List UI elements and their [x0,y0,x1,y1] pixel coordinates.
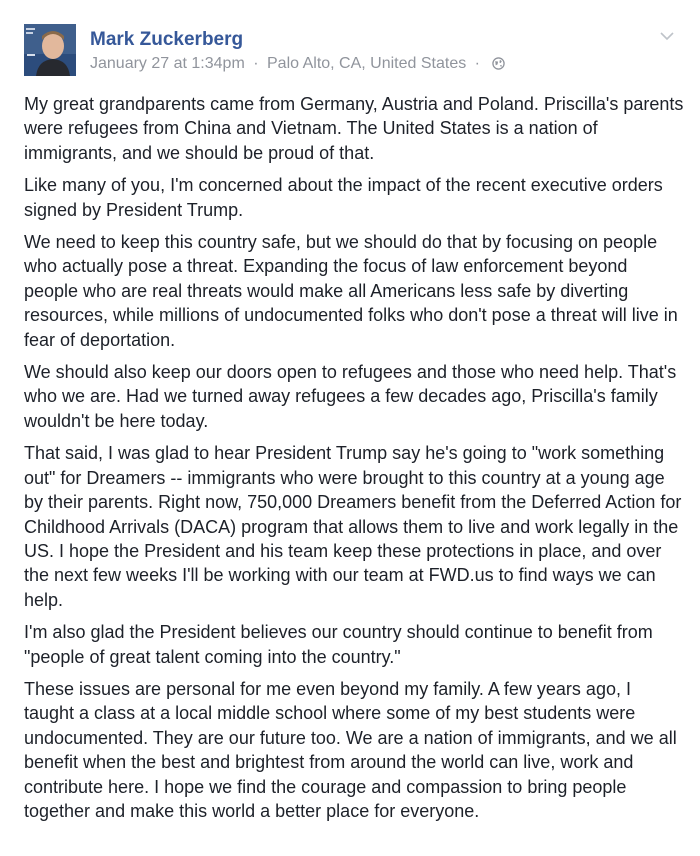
author-name[interactable]: Mark Zuckerberg [90,29,244,50]
post-header [24,24,664,76]
post-meta [90,55,505,75]
meta-separator: · [253,55,259,72]
post-body [24,92,684,831]
chevron-down-icon[interactable] [660,28,674,38]
profile-photo [24,24,76,76]
post-timestamp[interactable]: January 27 at 1:34pm [90,55,245,72]
post-paragraph: We should also keep our doors open to refugees and those who need help. That's who we are. Had we turned away refugees a few decades ago, Priscilla's family wouldn't be here today. [24,362,677,431]
post-paragraph: Like many of you, I'm concerned about the impact of the recent executive orders signed by President Trump. [24,175,663,220]
avatar[interactable] [24,24,76,76]
globe-icon[interactable] [492,57,505,75]
post-paragraph: We need to keep this country safe, but we should do that by focusing on people who actually pose a threat. Expanding the focus of law enforcement beyond people who are real threats would make all Americans less safe by diverting resources, while millions of undocumented folks who don't pose a threat will live in fear of deportation. [24,232,678,350]
post-paragraph: I'm also glad the President believes our country should continue to benefit from "people of great talent coming into the country." [24,622,653,667]
post-paragraph: That said, I was glad to hear President Trump say he's going to "work something out" for Dreamers -- immigrants who were brought to this country at a young age by their parents. Right now, 750,000 Dreamers benefit from the Deferred Action for Childhood Arrivals (DACA) program that allows them to live and work legally in the US. I hope the President and his team keep these protections in place, and over the next few weeks I'll be working with our team at FWD.us to find ways we can help. [24,443,682,610]
post-location[interactable]: Palo Alto, CA, United States [267,55,467,72]
post-paragraph: These issues are personal for me even beyond my family. A few years ago, I taught a class at a local middle school where some of my best students were undocumented. They are our future too. We are a nation of immigrants, and we all benefit when the best and brightest from around the world can live, work and contribute here. I hope we find the courage and compassion to bring people together and make this world a better place for everyone. [24,678,677,821]
meta-separator-2: · [474,55,480,72]
post-paragraph: My great grandparents came from Germany, Austria and Poland. Priscilla's parents were refugees from China and Vietnam. The United States is a nation of immigrants, and we should be proud of that. [24,94,684,163]
